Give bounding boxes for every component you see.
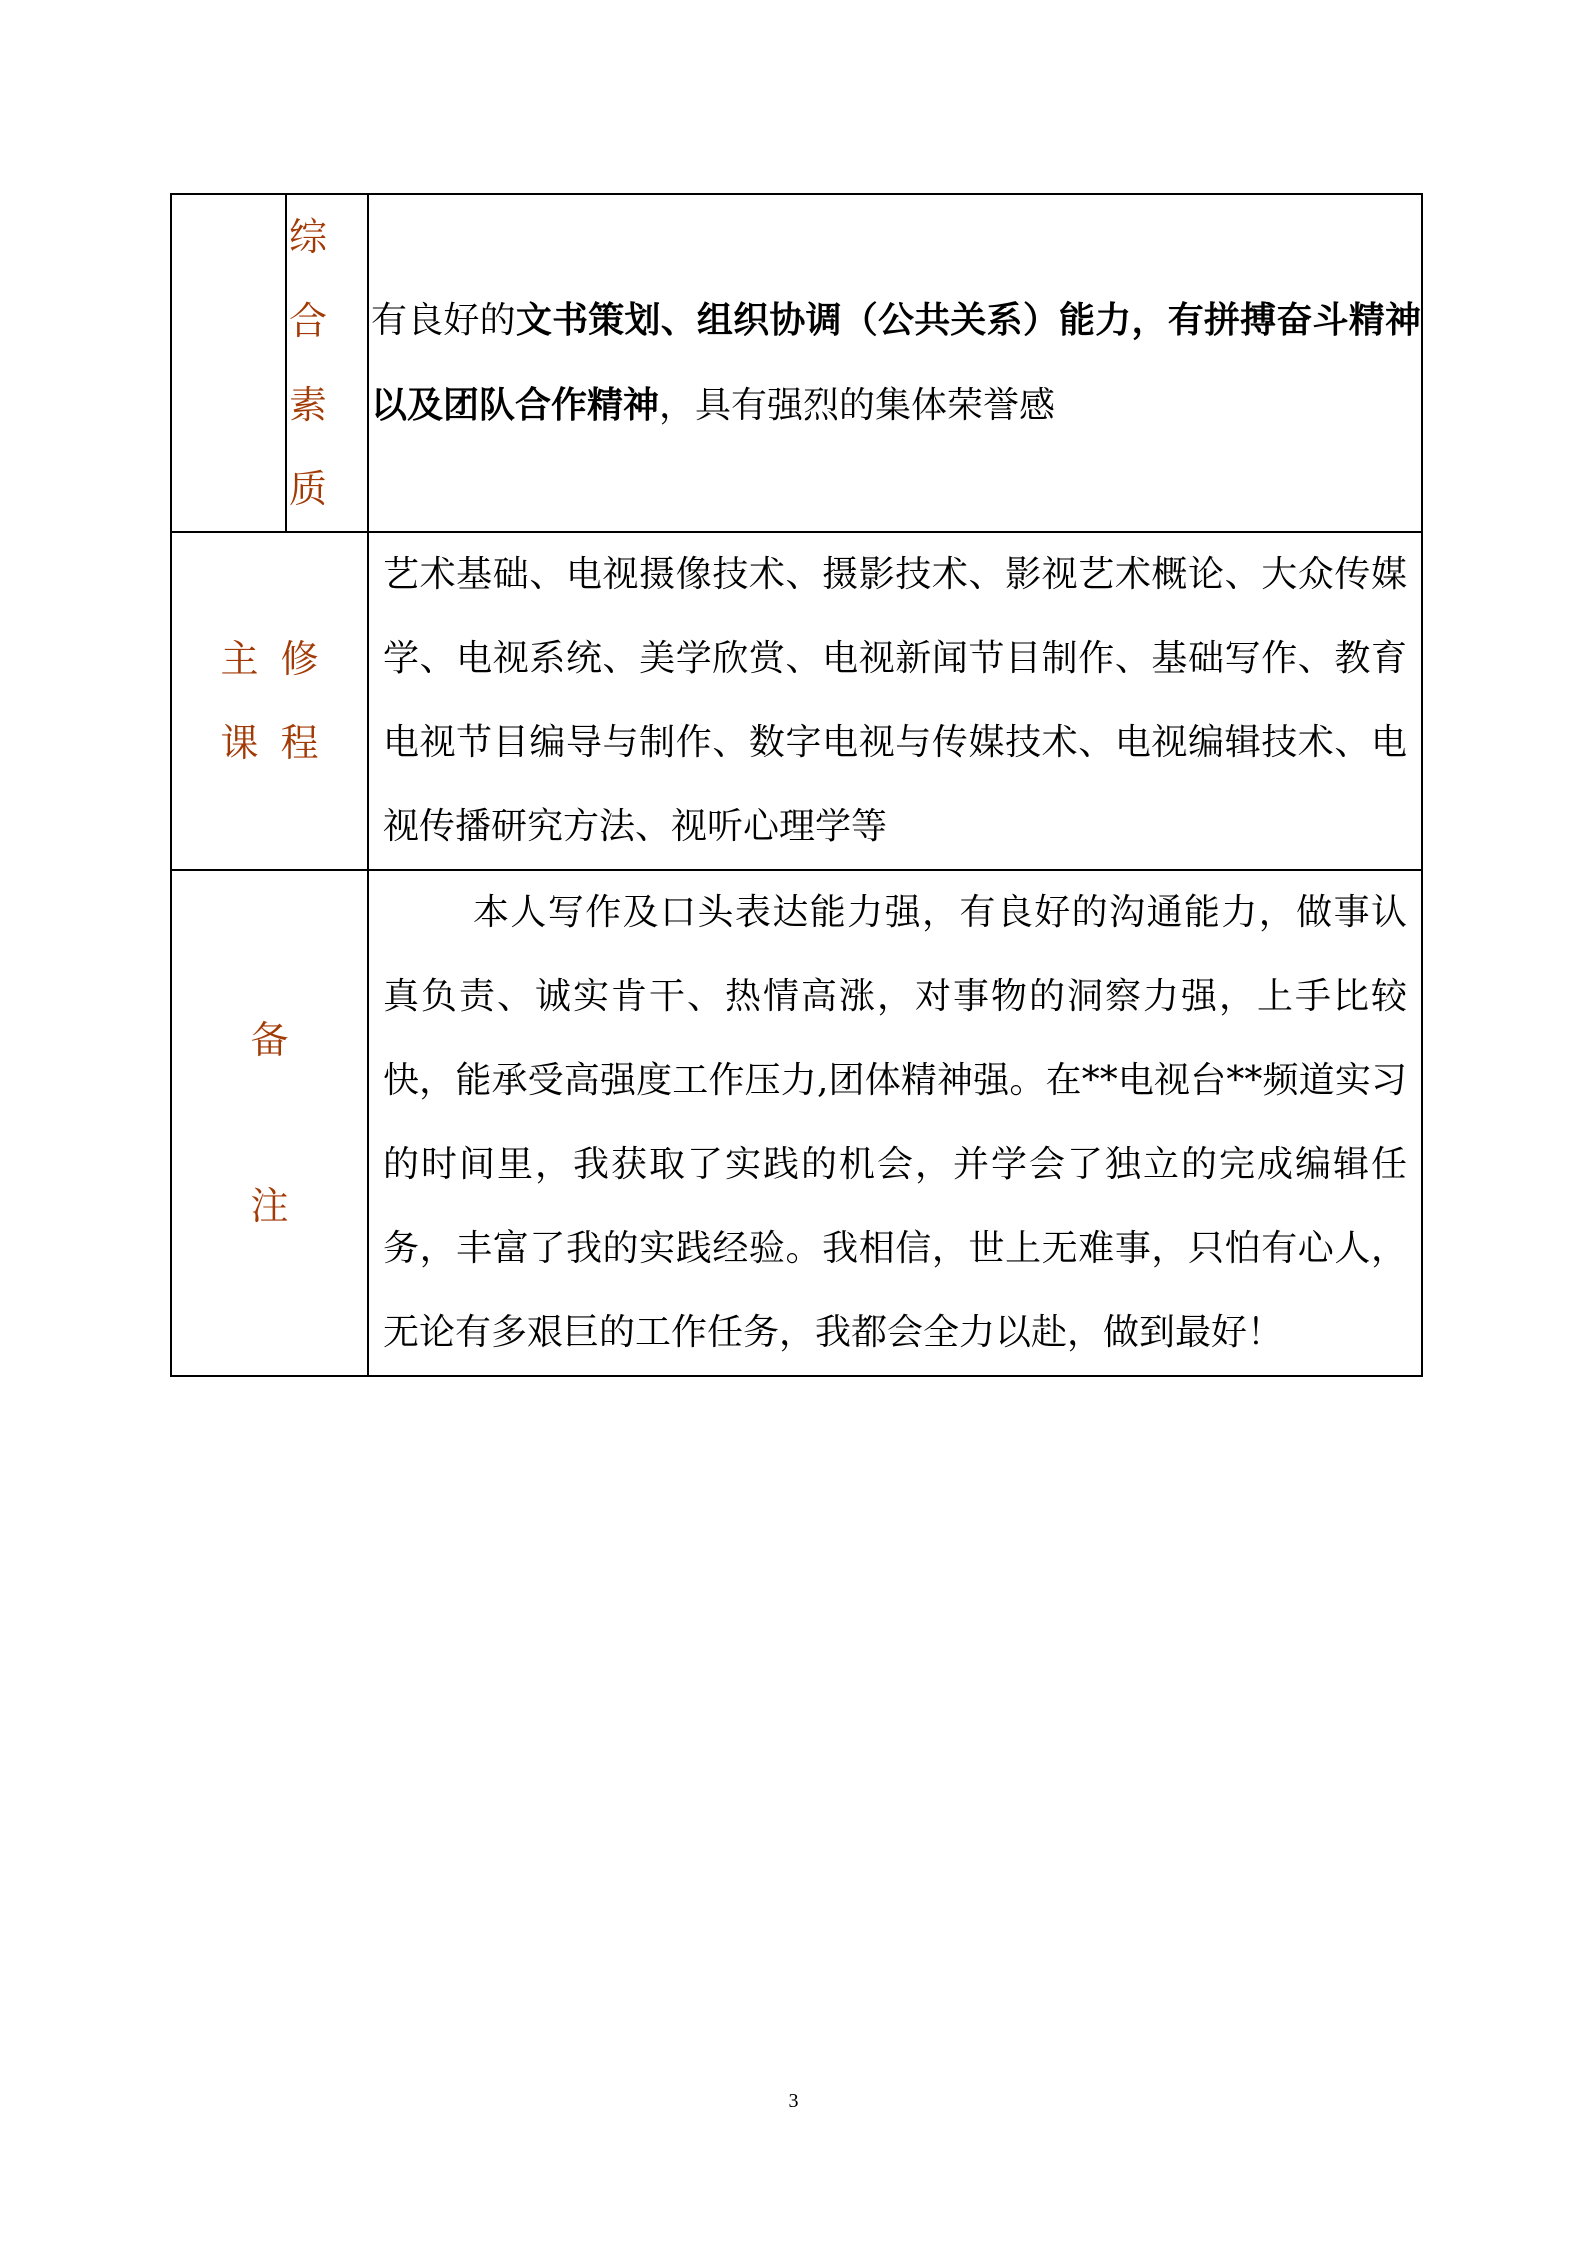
remarks-text: 本人写作及口头表达能力强，有良好的沟通能力，做事认真负责、诚实肯干、热情高涨，对事物的洞察力强，上手比较快，能承受高强度工作压力,团体精神强。在**电视台**频道实习的时间里，我获取了实践的机会，并学会了独立的完成编辑任务，丰富了我的实践经验。我相信，世上无难事，只怕有心人，无论有多艰巨的工作任务，我都会全力以赴，做到最好！	[368, 870, 1422, 1376]
label-char: 备	[250, 1018, 289, 1062]
label-spacer	[172, 1082, 367, 1164]
comprehensive-quality-text	[368, 194, 1422, 532]
resume-table	[170, 193, 1423, 1377]
text-part: ，具有强烈的集体荣誉感	[659, 385, 1056, 426]
row-major-courses	[171, 532, 1422, 870]
label-line: 主修	[220, 637, 341, 681]
label-char: 注	[250, 1184, 289, 1228]
label-char: 质	[289, 467, 328, 511]
page-number: 3	[788, 2090, 799, 2112]
label-char: 合	[289, 299, 328, 343]
text-part: 有良好的	[371, 300, 516, 341]
label-char: 素	[289, 383, 328, 427]
text-part-bold: 文书策划、组织协调（公共关系）能力，有拼搏奋斗精神以及团队合作精神	[371, 299, 1421, 426]
label-char: 综	[289, 215, 328, 259]
label-comprehensive-quality	[286, 194, 368, 532]
row-comprehensive-quality	[171, 194, 1422, 532]
label-major-courses	[171, 532, 368, 870]
row-remarks	[171, 870, 1422, 1376]
label-line: 课程	[220, 721, 341, 765]
major-courses-text: 艺术基础、电视摄像技术、摄影技术、影视艺术概论、大众传媒学、电视系统、美学欣赏、电视新闻节目制作、基础写作、教育电视节目编导与制作、数字电视与传媒技术、电视编辑技术、电视传播研究方法、视听心理学等	[368, 532, 1422, 870]
label-remarks	[171, 870, 368, 1376]
empty-cell	[171, 194, 286, 532]
